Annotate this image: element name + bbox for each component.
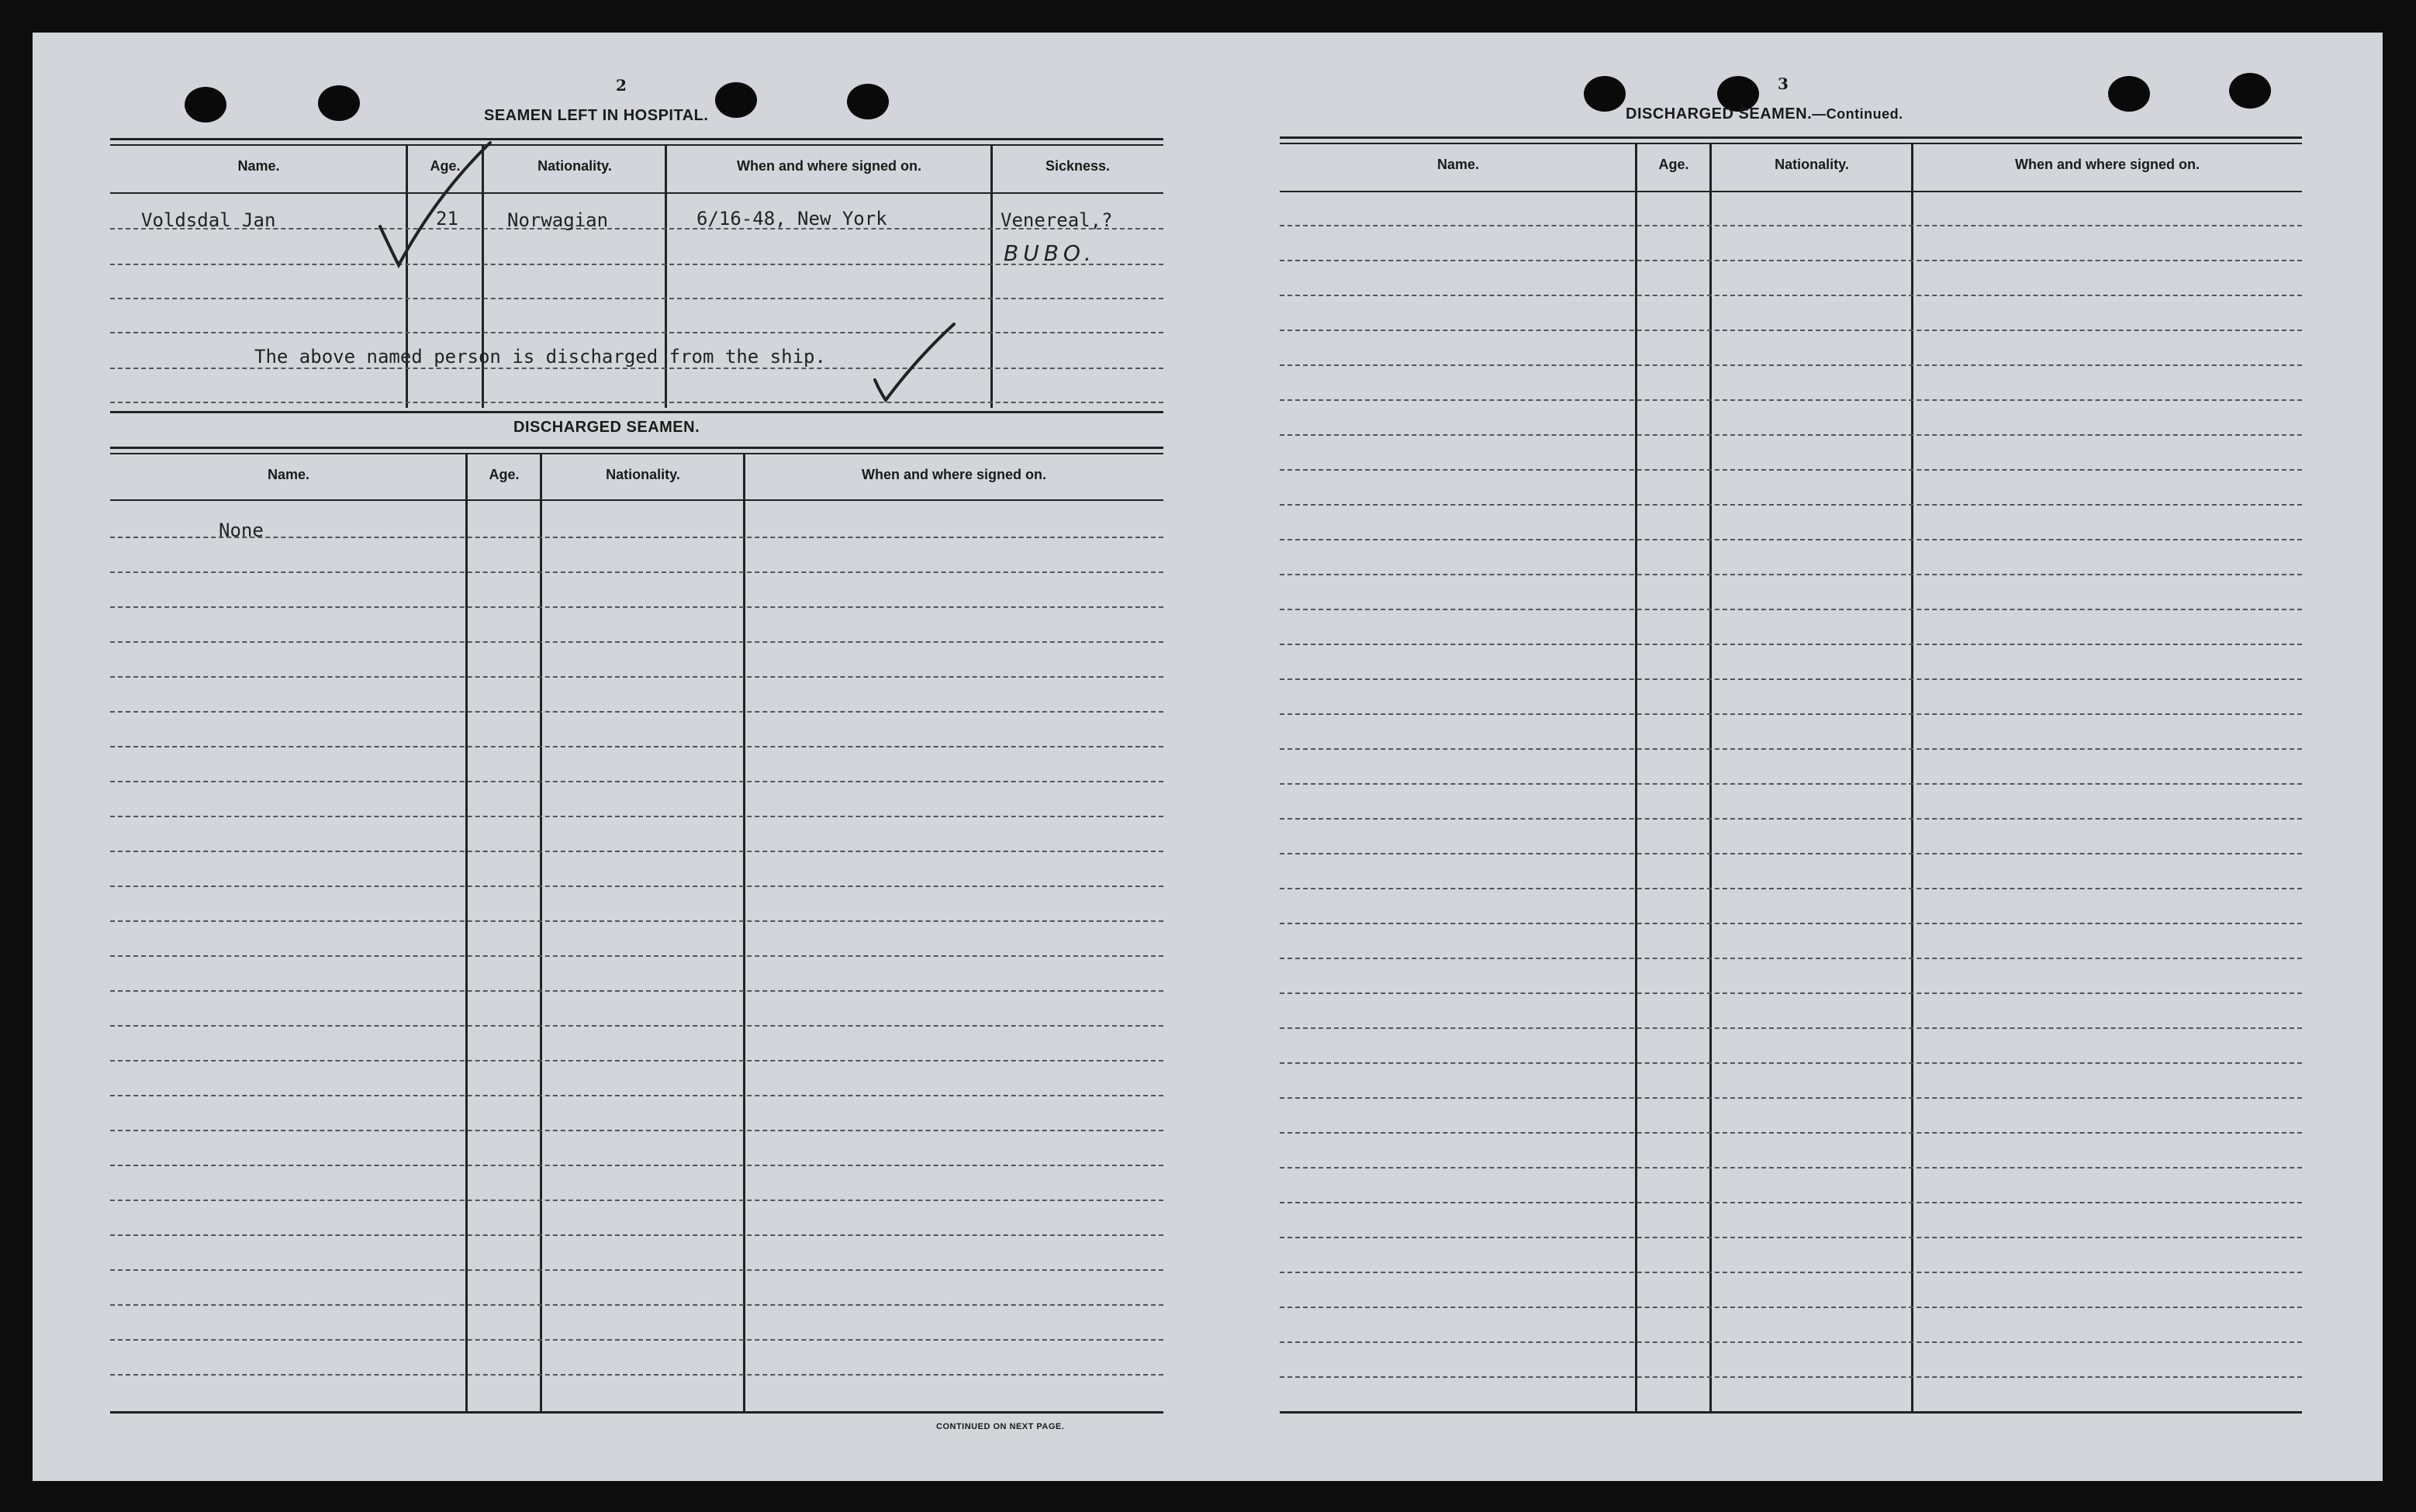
dotted-row-line xyxy=(110,1269,1163,1271)
dotted-row-line xyxy=(1280,783,2302,785)
dotted-row-line xyxy=(110,1060,1163,1062)
dotted-row-line xyxy=(1280,958,2302,959)
dotted-row-line xyxy=(110,1165,1163,1166)
dotted-row-line xyxy=(1280,644,2302,645)
dotted-row-line xyxy=(1280,364,2302,366)
dotted-row-line xyxy=(110,851,1163,852)
sickness-handwritten-note: BUBO. xyxy=(1004,240,1096,266)
dotted-row-line xyxy=(1280,678,2302,680)
entry-age: 21 xyxy=(436,208,458,230)
dotted-row-line xyxy=(110,816,1163,817)
dotted-row-line xyxy=(1280,1341,2302,1343)
dotted-row-line xyxy=(1280,1167,2302,1169)
discharged-continued-title xyxy=(1626,105,1903,123)
dotted-row-line xyxy=(110,332,1163,333)
dotted-row-line xyxy=(1280,330,2302,331)
col-header-name: Name. xyxy=(237,158,280,174)
rule xyxy=(1280,1411,2302,1414)
check-mark-icon xyxy=(870,319,963,405)
dotted-row-line xyxy=(1280,1062,2302,1064)
dotted-row-line xyxy=(1280,818,2302,820)
col-header-age: Age. xyxy=(489,467,520,482)
dotted-row-line xyxy=(1280,923,2302,924)
dotted-row-line xyxy=(110,920,1163,922)
col-header-nationality: Nationality. xyxy=(1775,157,1849,172)
dotted-row-line xyxy=(110,746,1163,747)
dotted-row-line xyxy=(110,1130,1163,1131)
entry-sickness: Venereal,? xyxy=(1001,209,1113,231)
dotted-row-line xyxy=(110,1095,1163,1096)
continued-footer: CONTINUED ON NEXT PAGE. xyxy=(936,1422,1065,1431)
rule xyxy=(110,138,1163,140)
rule xyxy=(110,447,1163,449)
col-divider xyxy=(1709,143,1712,1411)
rule xyxy=(110,411,1163,413)
punch-hole xyxy=(318,85,360,121)
dotted-row-line xyxy=(110,1339,1163,1341)
dotted-row-line xyxy=(110,606,1163,608)
title-main: DISCHARGED SEAMEN. xyxy=(1626,105,1813,123)
dotted-row-line xyxy=(1280,574,2302,575)
check-mark-icon xyxy=(374,133,513,273)
dotted-row-line xyxy=(1280,260,2302,261)
page-left xyxy=(33,33,1196,1481)
col-header-age: Age. xyxy=(1658,157,1689,172)
dotted-row-line xyxy=(1280,748,2302,750)
title-suffix: —Continued. xyxy=(1812,106,1903,122)
hospital-remark: The above named person is discharged from the ship. xyxy=(254,346,826,368)
dotted-row-line xyxy=(1280,1237,2302,1238)
dotted-row-line xyxy=(1280,853,2302,854)
dotted-row-line xyxy=(1280,609,2302,610)
col-divider xyxy=(1635,143,1637,1411)
dotted-row-line xyxy=(1280,1307,2302,1308)
punch-hole xyxy=(715,82,757,118)
dotted-row-line xyxy=(1280,888,2302,889)
dotted-row-line xyxy=(1280,1272,2302,1273)
dotted-row-line xyxy=(1280,1202,2302,1203)
dotted-row-line xyxy=(1280,434,2302,436)
dotted-row-line xyxy=(110,1374,1163,1376)
dotted-row-line xyxy=(1280,225,2302,226)
col-header-signed-on: When and where signed on. xyxy=(861,467,1047,482)
punch-hole xyxy=(185,87,226,123)
discharged-entry-name: None xyxy=(219,520,264,541)
col-header-nationality: Nationality. xyxy=(606,467,680,482)
dotted-row-line xyxy=(110,298,1163,299)
dotted-row-line xyxy=(1280,1132,2302,1134)
dotted-row-line xyxy=(1280,1097,2302,1099)
dotted-row-line xyxy=(110,1234,1163,1236)
dotted-row-line xyxy=(1280,399,2302,401)
col-header-age: Age. xyxy=(430,158,461,174)
punch-hole xyxy=(1584,76,1626,112)
dotted-row-line xyxy=(1280,992,2302,994)
dotted-row-line xyxy=(110,368,1163,369)
dotted-row-line xyxy=(1280,1027,2302,1029)
dotted-row-line xyxy=(1280,295,2302,296)
document-sheet xyxy=(33,33,2383,1481)
rule xyxy=(1280,143,2302,144)
col-header-signed-on: When and where signed on. xyxy=(736,158,922,174)
dotted-row-line xyxy=(1280,713,2302,715)
col-divider xyxy=(540,453,542,1411)
dotted-row-line xyxy=(110,990,1163,992)
dotted-row-line xyxy=(110,781,1163,782)
dotted-row-line xyxy=(110,1304,1163,1306)
dotted-row-line xyxy=(110,711,1163,713)
dotted-row-line xyxy=(1280,469,2302,471)
entry-name: Voldsdal Jan xyxy=(141,209,276,231)
dotted-row-line xyxy=(1280,1376,2302,1378)
dotted-row-line xyxy=(110,641,1163,643)
col-header-name: Name. xyxy=(1436,157,1480,172)
dotted-row-line xyxy=(110,537,1163,538)
col-divider xyxy=(743,453,745,1411)
header-rule xyxy=(1280,191,2302,192)
col-divider xyxy=(1911,143,1913,1411)
col-header-nationality: Nationality. xyxy=(537,158,612,174)
dotted-row-line xyxy=(110,676,1163,678)
dotted-row-line xyxy=(110,571,1163,573)
col-header-signed-on: When and where signed on. xyxy=(2014,157,2200,172)
rule xyxy=(110,453,1163,454)
dotted-row-line xyxy=(110,1025,1163,1027)
punch-hole xyxy=(2108,76,2150,112)
hospital-section-title: SEAMEN LEFT IN HOSPITAL. xyxy=(484,107,709,124)
punch-hole xyxy=(847,84,889,119)
punch-hole xyxy=(2229,73,2271,109)
col-divider xyxy=(465,453,468,1411)
dotted-row-line xyxy=(110,955,1163,957)
entry-nationality: Norwagian xyxy=(507,209,609,231)
page-right xyxy=(1196,33,2383,1481)
rule xyxy=(110,1411,1163,1414)
col-header-sickness: Sickness. xyxy=(1045,158,1111,174)
page-number: 2 xyxy=(616,76,627,95)
dotted-row-line xyxy=(110,1200,1163,1201)
header-rule xyxy=(110,499,1163,501)
header-rule xyxy=(110,192,1163,194)
col-header-name: Name. xyxy=(267,467,310,482)
dotted-row-line xyxy=(110,402,1163,403)
dotted-row-line xyxy=(110,885,1163,887)
rule xyxy=(1280,136,2302,139)
dotted-row-line xyxy=(1280,539,2302,540)
rule xyxy=(110,144,1163,146)
discharged-section-title: DISCHARGED SEAMEN. xyxy=(513,419,700,436)
dotted-row-line xyxy=(1280,504,2302,506)
entry-signed-on: 6/16-48, New York xyxy=(696,208,887,230)
page-number: 3 xyxy=(1778,74,1789,93)
